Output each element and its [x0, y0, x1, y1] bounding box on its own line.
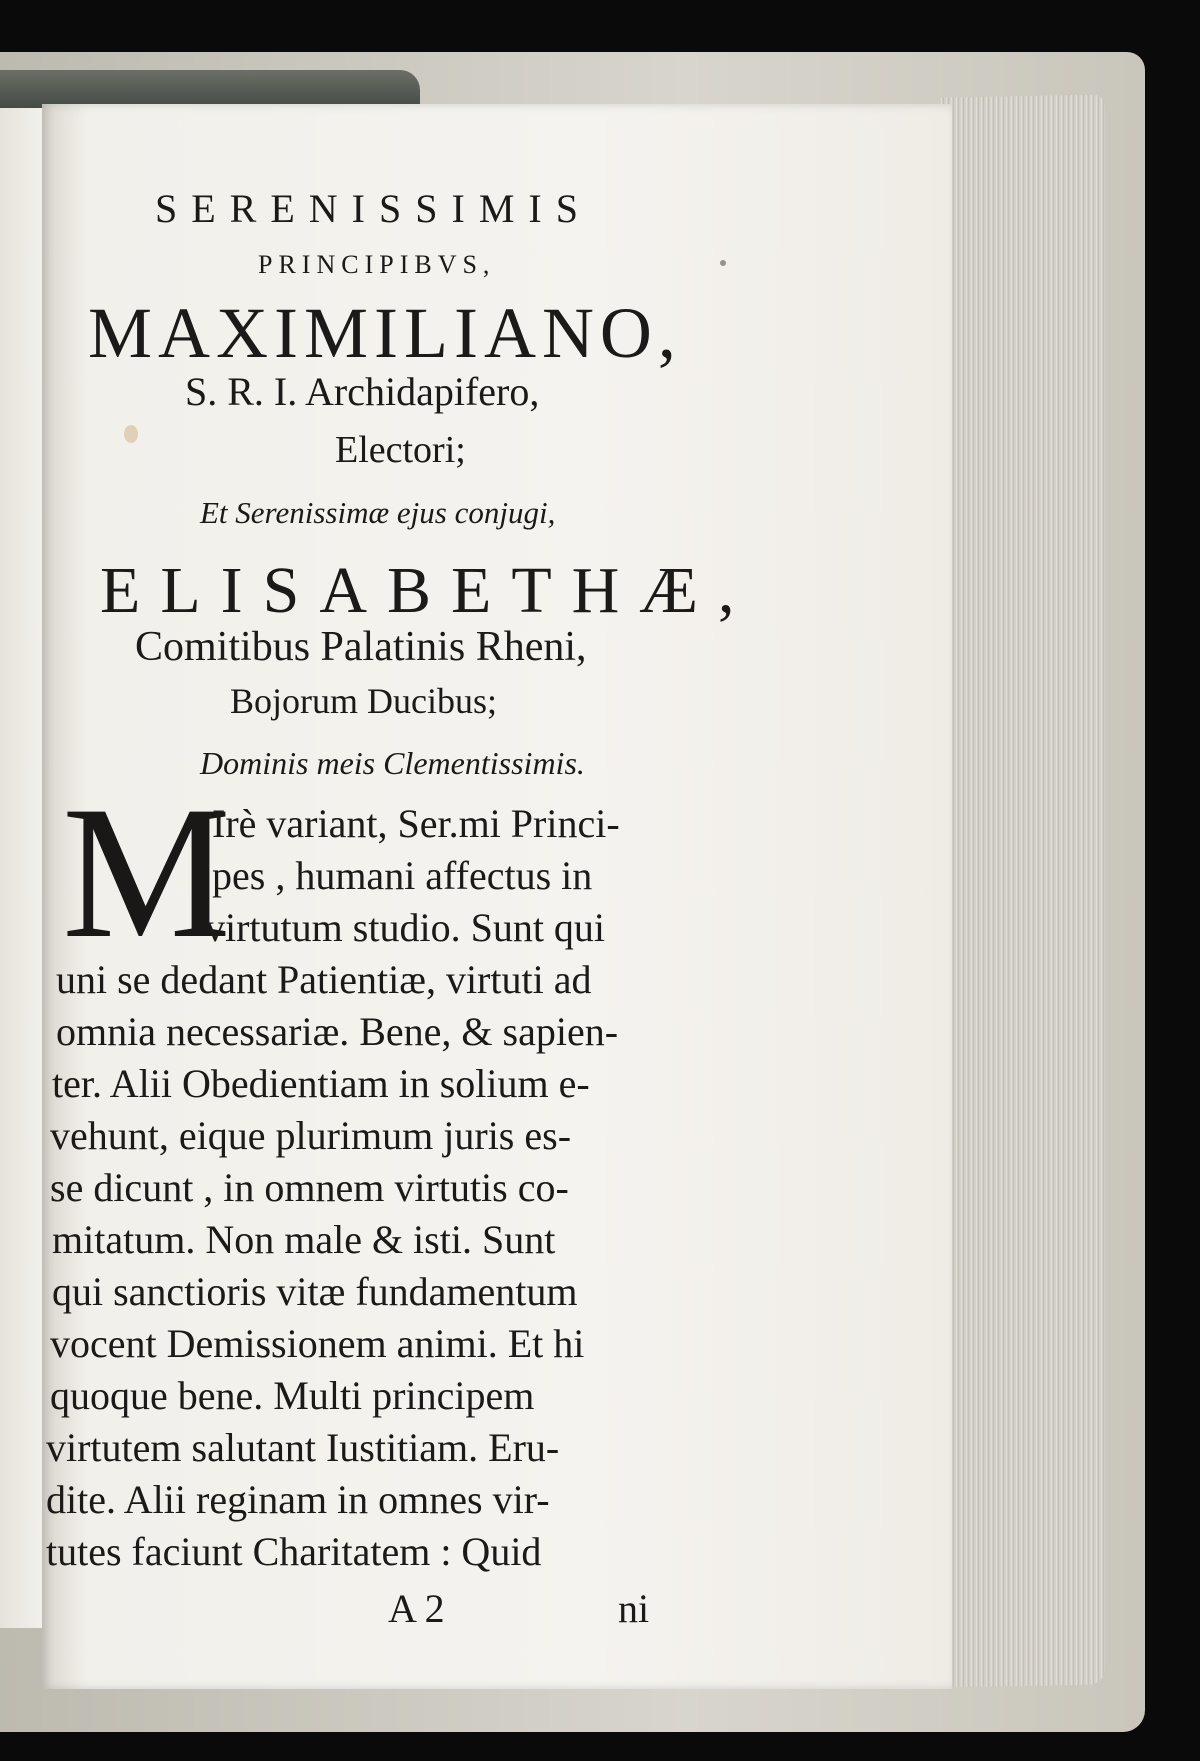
drop-capital: M	[62, 768, 231, 978]
signature-mark: A 2	[388, 1586, 445, 1631]
body-line: vehunt, eique plurimum juris es-	[50, 1113, 572, 1158]
heading-elisabethae: ELISABETHÆ,	[100, 554, 755, 627]
body-line: Irè variant, Ser.mi Princi-	[212, 801, 620, 846]
heading-maximiliano: MAXIMILIANO,	[88, 293, 682, 373]
heading-electori: Electori;	[335, 429, 466, 471]
body-line: qui sanctioris vitæ fundamentum	[52, 1269, 578, 1314]
heading-archidapifero: S. R. I. Archidapifero,	[185, 369, 540, 414]
body-line: virtutem salutant Iustitiam. Eru-	[46, 1425, 560, 1470]
heading-conjugi: Et Serenissimæ ejus conjugi,	[200, 495, 556, 530]
body-line: ter. Alii Obedientiam in solium e-	[52, 1061, 590, 1106]
heading-bojorum: Bojorum Ducibus;	[230, 681, 497, 721]
heading-principibus: PRINCIPIBVS,	[258, 250, 496, 279]
body-line: se dicunt , in omnem virtutis co-	[50, 1165, 569, 1210]
heading-dominis: Dominis meis Clementissimis.	[200, 745, 585, 781]
body-line: omnia necessariæ. Bene, & sapien-	[56, 1009, 619, 1054]
body-line: virtutum studio. Sunt qui	[205, 905, 606, 950]
body-line: quoque bene. Multi principem	[50, 1373, 535, 1418]
body-line: dite. Alii reginam in omnes vir-	[46, 1477, 550, 1522]
heading-comitibus: Comitibus Palatinis Rheni,	[135, 624, 587, 670]
body-line: mitatum. Non male & isti. Sunt	[52, 1217, 556, 1262]
body-line: uni se dedant Patientiæ, virtuti ad	[56, 957, 592, 1002]
body-line: tutes faciunt Charitatem : Quid	[46, 1529, 542, 1574]
body-line: pes , humani affectus in	[212, 853, 593, 898]
heading-serenissimis: SERENISSIMIS	[155, 186, 592, 231]
foxing-spot	[720, 260, 726, 266]
foxing-spot	[124, 425, 138, 443]
page-edges	[940, 95, 1105, 1688]
body-line: vocent Demissionem animi. Et hi	[50, 1321, 585, 1366]
catchword: ni	[618, 1586, 650, 1631]
